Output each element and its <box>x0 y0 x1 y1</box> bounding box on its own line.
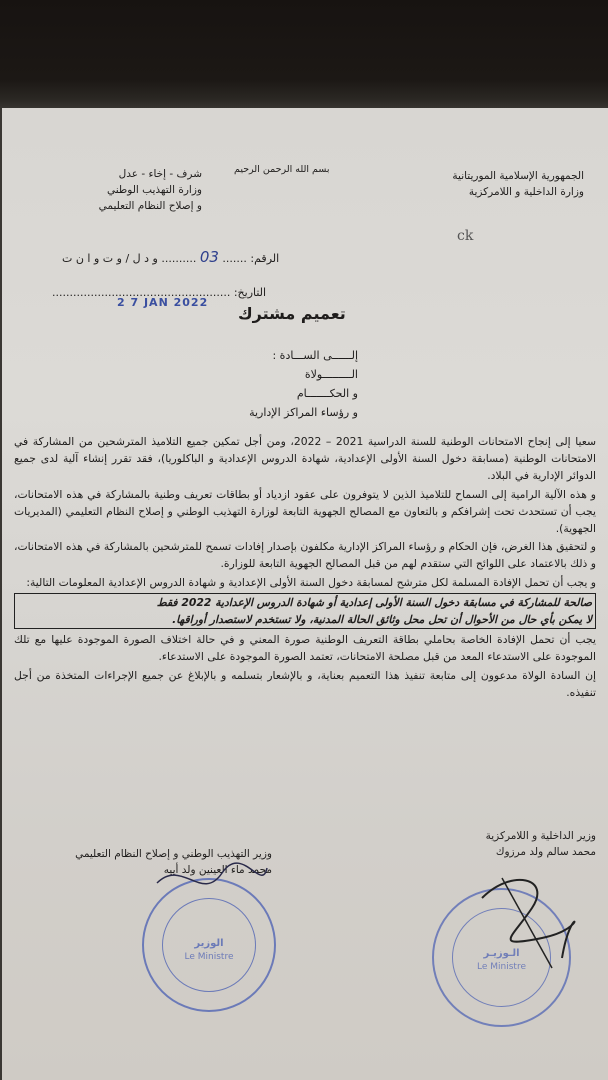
ministry-education-1: وزارة التهذيب الوطني <box>107 184 202 196</box>
handwritten-mark: ck <box>457 228 474 244</box>
date-line: التاريخ: ................................................... <box>52 286 267 299</box>
addressee: و رؤساء المراكز الإدارية <box>249 406 358 419</box>
signatory-name: محمد ماء العينين ولد أييه <box>163 864 272 876</box>
paragraph: و يجب أن تحمل الإفادة المسلمة لكل مترشح لمسابقة دخول السنة الأولى الإعدادية و شهادة الدروس الإعدادية المعلومات التالية: <box>26 575 596 589</box>
boxed-condition <box>14 593 596 629</box>
addressee: الـــــــــولاة <box>304 368 358 381</box>
basmala: بسم الله الرحمن الرحيم <box>234 164 330 175</box>
motto: شرف - إخاء - عدل <box>118 168 202 180</box>
date-label: التاريخ: <box>233 286 267 299</box>
document-page <box>2 108 608 1080</box>
paragraph: يجب أن تحمل الإفادة الخاصة بحاملي بطاقة التعريف الوطنية صورة المعني و في حالة اختلاف الصورة الموجودة عليها مع تلك الموجودة على الاستدعاء المعد من قبل مصلحة الامتحانات، تعتمد الصورة الموجودة على الاستدعاء. <box>14 633 596 664</box>
signatory-title: وزير التهذيب الوطني و إصلاح النظام التعليمي <box>75 848 272 860</box>
ref-label: الرقم: <box>250 252 280 265</box>
seal-text-arabic: الـوزيـر <box>483 948 520 959</box>
addressee: إلــــــى الســـادة : <box>272 349 358 362</box>
header-right <box>394 168 584 200</box>
country-name: الجمهورية الإسلامية الموريتانية <box>452 170 584 182</box>
date-stamp: 2 7 JAN 2022 <box>117 296 209 309</box>
reference-line: الرقم: ....... 03 .......... و د ل / و ت و ا ن ت <box>62 248 280 266</box>
ministry-interior: وزارة الداخلية و اللامركزية <box>468 186 584 198</box>
condition-2: لا يمكن بأي حال من الأحوال أن تحل محل وثائق الحالة المدنية، ولا تستخدم لاستصدار أوراقها. <box>172 613 592 627</box>
seal-text-french: Le Ministre <box>477 962 526 972</box>
paragraph: إن السادة الولاة مدعوون إلى متابعة تنفيذ هذا التعميم بعناية، و بالإشعار بتسلمه و بالإبلاغ عن جميع الإجراءات المتخذة من أجل تنفيذه. <box>14 668 596 699</box>
ref-number: 03 <box>199 248 219 266</box>
signature-block-interior <box>396 828 596 860</box>
signatory-name: محمد سالم ولد مرزوك <box>495 846 596 858</box>
addressee-list <box>218 346 358 422</box>
document-body <box>14 433 596 702</box>
seal-text-french: Le Ministre <box>184 952 234 962</box>
paragraph: و لتحقيق هذا الغرض، فإن الحكام و رؤساء المراكز الإدارية مكلفون بإصدار إفادات تسمح للمترشحين بالمشاركة في هذه الامتحانات، و ذلك بالاعتماد على اللوائح التي ستقدم لهم من قبل المصالح الجهوية التابعة للوزارة. <box>14 540 596 571</box>
signature-scribble-right <box>472 858 582 978</box>
seal-text-arabic: الوزير <box>194 938 224 949</box>
signatory-title: وزير الداخلية و اللامركزية <box>485 830 596 842</box>
ministry-education-2: و إصلاح النظام التعليمي <box>98 200 202 212</box>
paragraph: و هذه الآلية الرامية إلى السماح للتلاميذ الذين لا يتوفرون على عقود ازدياد أو بطاقات تعريف وطنية بالمشاركة في هذه الامتحانات، يجب أن تستحدث تحت إشرافكم و بالتعاون مع المصالح الجهوية التابعة لوزارة التهذيب الوطني و إصلاح النظام التعليمي (المديريات الجهوية). <box>14 487 596 536</box>
signature-scribble-left <box>152 853 272 913</box>
addressee: و الحكـــــــام <box>296 387 358 400</box>
header-left <box>12 166 202 214</box>
ref-suffix: و د ل / و ت و ا ن ت <box>62 252 158 265</box>
document-title: تعميم مشترك <box>238 304 346 323</box>
condition-1: صالحة للمشاركة في مسابقة دخول السنة الأولى إعدادية أو شهادة الدروس الإعدادية 2022 فقط <box>156 595 592 609</box>
paragraph: سعيا إلى إنجاح الامتحانات الوطنية للسنة الدراسية 2021 – 2022، ومن أجل تمكين جميع التلاميذ المترشحين من المشاركة في الامتحانات الوطنية (مسابقة دخول السنة الأولى الإعدادية، شهادة الدروس الإعدادية و الباكلوريا)، فقد تقرر إنشاء آلية لدى جميع الدوائر الإدارية في البلاد. <box>14 435 597 483</box>
